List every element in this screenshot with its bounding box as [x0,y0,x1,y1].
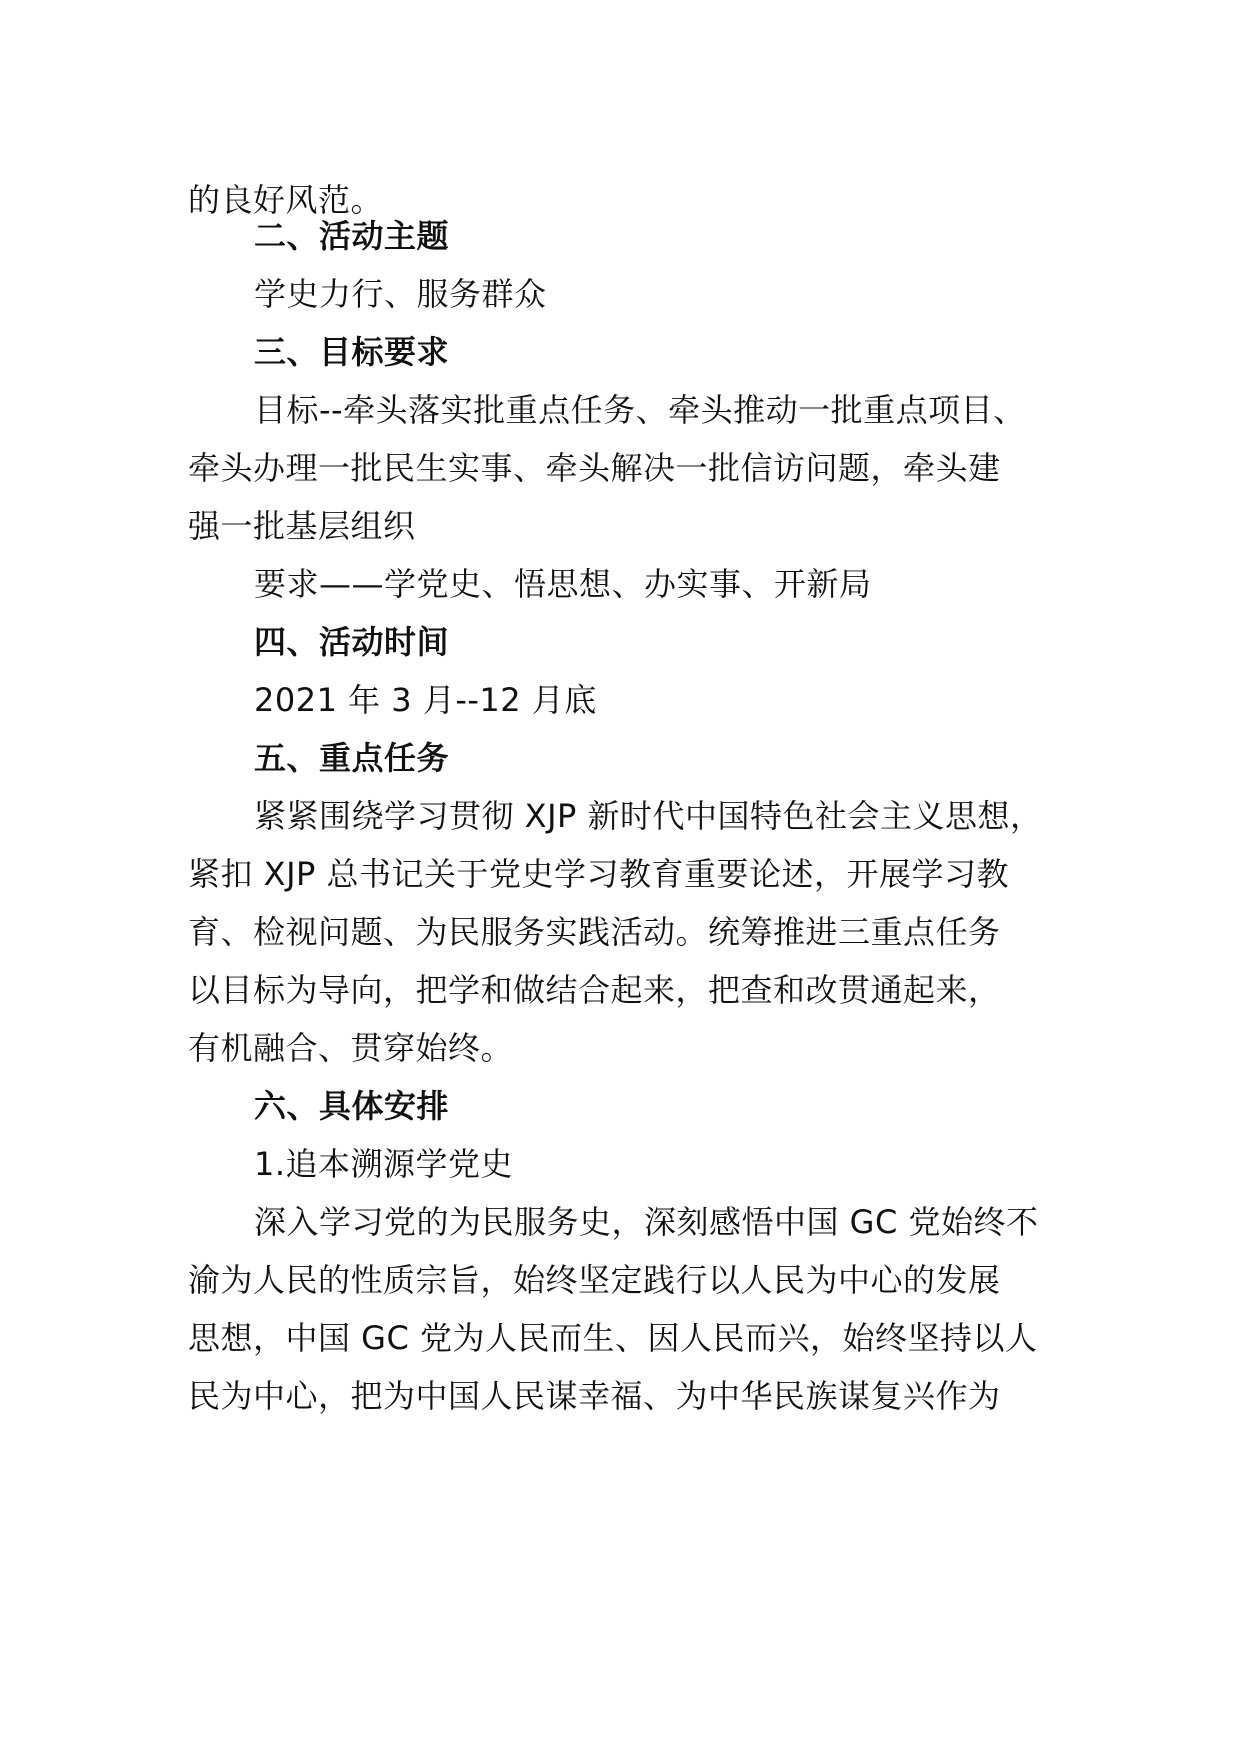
paragraph-line: 要求——学党史、悟思想、办实事、开新局 [254,565,872,603]
paragraph-line: 2021 年 3 月--12 月底 [254,681,597,719]
paragraph-line: 民为中心，把为中国人民谋幸福、为中华民族谋复兴作为 [188,1377,1001,1415]
paragraph-line: 深入学习党的为民服务史，深刻感悟中国 GC 党始终不 [254,1203,1039,1241]
paragraph-line: 以目标为导向，把学和做结合起来，把查和改贯通起来， [188,971,1001,1009]
paragraph-line: 学史力行、服务群众 [254,275,547,313]
paragraph-line: 强一批基层组织 [188,507,416,545]
paragraph-line: 育、检视问题、为民服务实践活动。统筹推进三重点任务 [188,913,1001,951]
section-heading: 二、活动主题 [254,217,450,255]
paragraph-line: 牵头办理一批民生实事、牵头解决一批信访问题，牵头建 [188,449,1001,487]
section-heading: 六、具体安排 [254,1087,450,1125]
paragraph-line: 紧扣 XJP 总书记关于党史学习教育重要论述，开展学习教 [188,855,1010,893]
paragraph-line: 目标--牵头落实批重点任务、牵头推动一批重点项目、 [254,391,1026,429]
paragraph-line: 紧紧围绕学习贯彻 XJP 新时代中国特色社会主义思想， [254,797,1043,835]
section-heading: 三、目标要求 [254,333,450,371]
subsection-heading: 1.追本溯源学党史 [254,1145,514,1183]
paragraph-line: 思想，中国 GC 党为人民而生、因人民而兴，始终坚持以人 [188,1319,1038,1357]
section-heading: 五、重点任务 [254,739,450,777]
paragraph-line: 的良好风范。 [188,181,384,219]
paragraph-line: 渝为人民的性质宗旨，始终坚定践行以人民为中心的发展 [188,1261,1001,1299]
paragraph-line: 有机融合、贯穿始终。 [188,1029,514,1067]
section-heading: 四、活动时间 [254,623,450,661]
